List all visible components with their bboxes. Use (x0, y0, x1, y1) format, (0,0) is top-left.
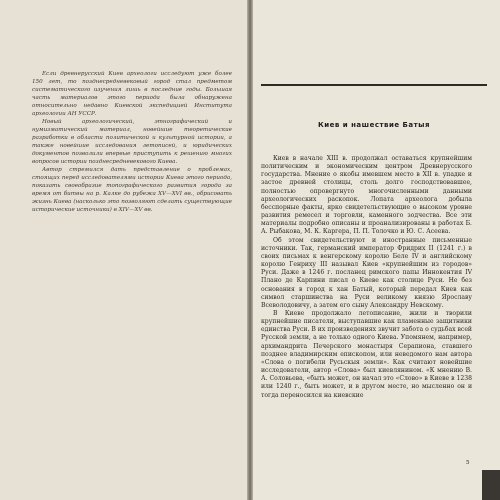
left-paragraph: Автор стремился дать представление о проблемах, стоящих перед исследователями истории Киева этого периода, показать своеобразие топографического развития города за время от битвы на р. Калке до рубежа XV—XVI вв., обрисовать жизнь Киева (насколько это позволяют сделать существующие исторические источники) в XIV—XV вв. (32, 167, 232, 213)
left-page-text (32, 70, 232, 214)
left-page (0, 0, 247, 500)
chapter-title: Киев и нашествие Батыя (318, 121, 430, 129)
right-paragraph: Об этом свидетельствуют и иностранные письменные источники. Так, германский император Фридрих II (1241 г.) в своих письмах к венгерскому королю Беле IV и английскому королю Генриху III называл Киев «крупнейшим из городов» Руси. Даже в 1246 г. посланец римского папы Иннокентия IV Плано де Карпини писал о Киеве как столице Руси. Не без основания в город к хан Батый, который передал Киев как символ старшинства на Руси великому князю Ярославу Всеволодовичу, а затем его сыну Александру Невскому. (261, 236, 472, 309)
right-paragraph: В Киеве продолжало летописание, жили и творили крупнейшие писатели, выступавшие как пламенные защитники единства Руси. В их произведениях звучит забота о судьбах всей Русской земли, а не только одного Киева. Упомянем, например, архимандрита Печерского монастыря Серапиона, ставшего позднее владимирским епископом, или неведомого нам автора «Слова о погибели Русьскыя земли». Как считают новейшие исследователи, автор «Слова» был киевлянином. «К мнению В. А. Соловьева, «быть может, он начал это «Слово» в Киеве в 1238 или 1240 г., быть может, и в другом месте, но мысленно он и тогда переносился на киевские (261, 309, 472, 399)
page-corner-shadow (482, 470, 500, 500)
header-rule (261, 84, 487, 86)
left-paragraph: Если древнерусский Киев археологи исследуют уже более 150 лет, то позднесредневековый город стал предметом систематического изучения лишь в последние годы. Большая часть материалов этого периода была обнаружена относительно недавно Киевской экспедицией Института археологии АН УССР. (32, 71, 232, 117)
page-number: 5 (466, 460, 470, 466)
left-paragraph: Новый археологический, этнографический и нумизматический материал, новейшие теоретические разработки в области политической и культурной истории, а также новейшие исследования летописей, и юридических документов позволили впервые приступить к решению многих вопросов истории позднесредневекового Киева. (32, 119, 232, 165)
right-paragraph: Киев в начале XIII в. продолжал оставаться крупнейшим политическим и экономическим центром Древнерусского государства. Мнение о якобы имевшем место в XII в. упадке и застое древней столицы, столь долго господствовавшее, полностью опровергнуто многочисленными данными археологических раскопок. Лопата археолога добыла бесспорные факты, ярко свидетельствующие о высоком уровне развития ремесел и торговли, каменного зодчества. Все эти материалы подробно описаны и проанализированы в работах Б. А. Рыбакова, М. К. Каргера, П. П. Толочко и Ю. С. Асеева. (261, 155, 472, 236)
right-page-text (261, 155, 472, 400)
